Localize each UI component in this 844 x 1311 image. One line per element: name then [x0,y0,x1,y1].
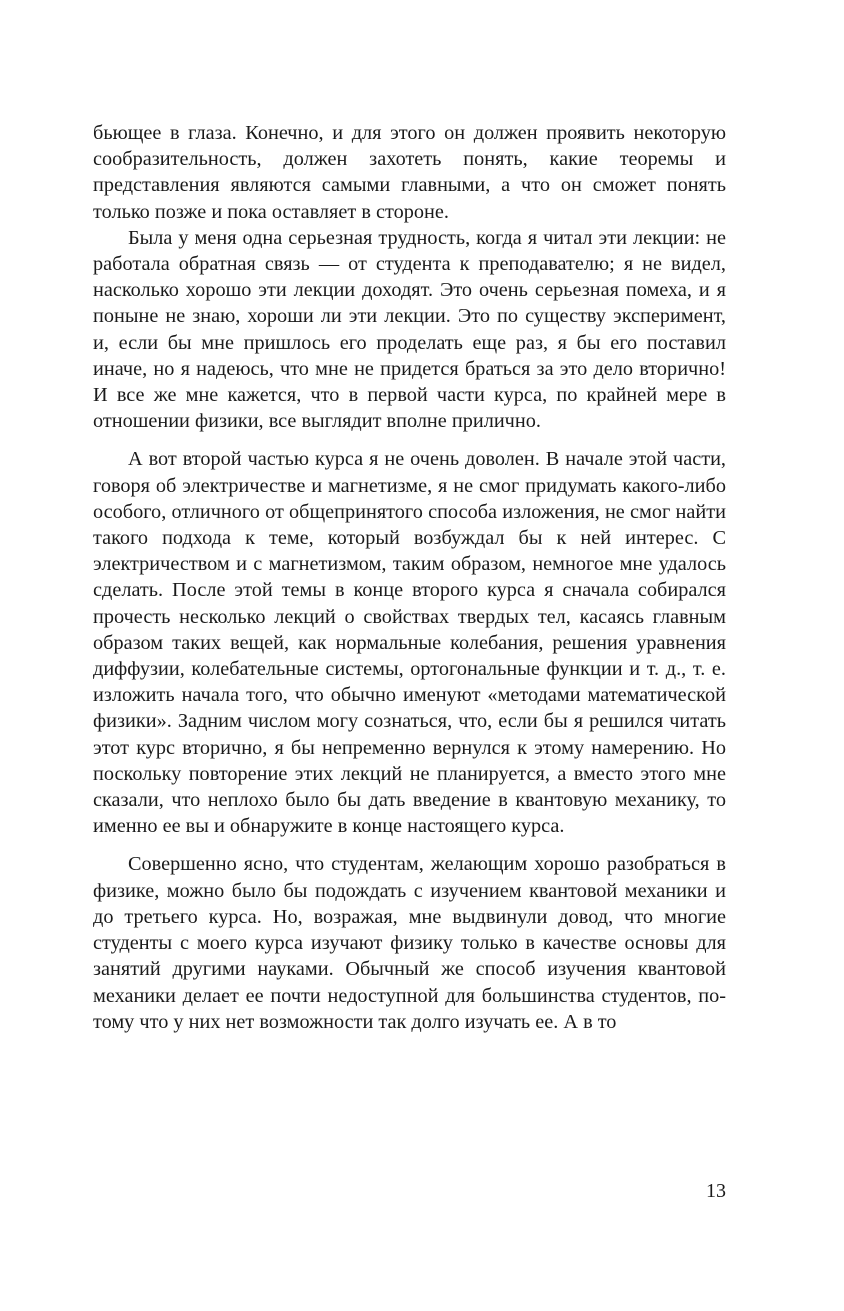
paragraph-3: А вот второй частью курса я не очень доволен. В начале этой части, говоря об электричестве и магнетизме, я не смог придумать какого-либо особого, отличного от общепринятого способа изложения, не смог найти такого подхода к теме, который возбуждал бы к ней интерес. С электричеством и с магнетизмом, таким образом, немногое мне удалось сделать. После этой темы в конце второго курса я сначала собирался прочесть несколько лекций о свойствах твердых тел, касаясь главным образом таких вещей, как нормальные колебания, решения уравнения диффузии, колебательные системы, ортогональные функции и т. д., т. е. изложить начала того, что обычно именуют «методами математической физики». Задним числом могу сознаться, что, если бы я решился читать этот курс вторично, я бы непременно вернулся к этому намерению. Но поскольку повторение этих лекций не планируется, а вместо этого мне сказали, что неплохо было бы дать введение в квантовую механику, то именно ее вы и обнаружите в конце настоящего курса. [93,448,726,838]
page-body [93,120,726,1035]
paragraph-1: бьющее в глаза. Конечно, и для этого он должен проявить некоторую сообразительность, должен захотеть понять, какие теоремы и представления являются самыми главными, а что он сможет понять только позже и пока оставляет в стороне. [93,122,726,223]
paragraph-2: Была у меня одна серьезная трудность, когда я читал эти лекции: не работала обратная связь — от студента к преподавателю; я не видел, насколько хорошо эти лекции доходят. Это очень серьезная помеха, и я поныне не знаю, хороши ли эти лекции. Это по существу эксперимент, и, если бы мне пришлось его проделать еще раз, я бы его поставил иначе, но я надеюсь, что мне не придется браться за это дело вторично! И все же мне кажется, что в первой части курса, по крайней мере в отношении физики, все выглядит вполне прилично. [93,226,726,433]
paragraph-4: Совершенно ясно, что студентам, желающим хорошо разобраться в физике, можно было бы подождать с изучением квантовой механики и до третьего курса. Но, возражая, мне выдвинули довод, что многие студенты с моего курса изучают физику только в качестве основы для занятий другими науками. Обычный же способ изучения квантовой механики делает ее почти недоступной для большинства студентов, потому что у них нет возможности так долго изучать ее. А в то [93,853,726,1033]
page-number: 13 [706,1180,726,1202]
